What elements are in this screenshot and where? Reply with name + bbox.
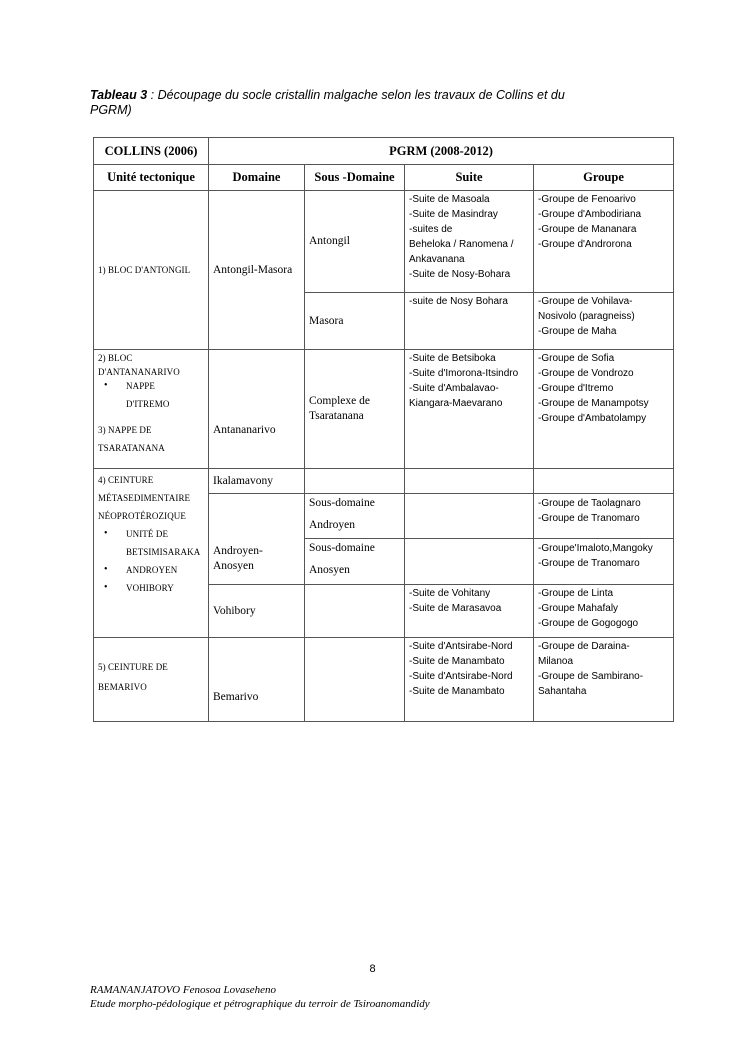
sous-domaine-masora: Masora	[309, 314, 344, 327]
cell-empty	[305, 585, 405, 638]
unite-ceinture-meta-3: NÉOPROTÉROZIQUE	[98, 511, 186, 521]
bullet-text: • VOHIBORY	[126, 583, 174, 593]
row-antananarivo	[94, 350, 674, 469]
domaine-antananarivo: Antananarivo	[213, 424, 276, 436]
nappe-itremo-1: • NAPPE	[126, 381, 156, 391]
header-sous-domaine: Sous -Domaine	[305, 165, 405, 191]
nappe-tsaratanana-1: 3) NAPPE DE	[98, 425, 152, 435]
sd-anosyen-2: Anosyen	[309, 564, 350, 576]
suite-item: -Suite d'Imorona-Itsindro	[409, 368, 519, 379]
groupe-item: -Groupe d'Androrona	[538, 239, 632, 250]
header-unite-tectonique: Unité tectonique	[94, 165, 209, 191]
cell-groupes-bemarivo	[534, 638, 674, 722]
cell-empty	[405, 494, 534, 539]
groupe-item: Sahantaha	[538, 686, 587, 697]
nappe-itremo-list	[98, 379, 204, 411]
unite-bloc-antananarivo-1: 2) BLOC	[98, 353, 133, 363]
bullet-text: • UNITÉ DE	[126, 529, 169, 539]
cell-suites-antongil	[405, 191, 534, 293]
domaine-ikalamavony: Ikalamavony	[213, 474, 274, 487]
cell-empty	[534, 469, 674, 494]
suite-item: -Suite de Masoala	[409, 194, 490, 205]
header-domaine: Domaine	[209, 165, 305, 191]
cell-domaine-androyen-anosyen	[209, 494, 305, 585]
suite-item: -Suite de Manambato	[409, 686, 505, 697]
unite-ceinture-meta-2: MÉTASEDIMENTAIRE	[98, 493, 191, 503]
suite-item: -Suite de Vohitany	[409, 588, 491, 599]
bullet-text: BETSIMISARAKA	[126, 547, 201, 557]
cell-ceinture-meta	[94, 469, 209, 638]
sd-androyen-1: Sous-domaine	[309, 497, 375, 509]
footer-title: Etude morpho-pédologique et pétrographique du terroir de Tsiroanomandidy	[90, 998, 430, 1010]
bullet-androyen	[98, 563, 204, 577]
suite-item: -suite de Nosy Bohara	[409, 296, 508, 307]
cell-empty	[405, 469, 534, 494]
cell-groupes-antananarivo	[534, 350, 674, 469]
groupe-item: -Groupe de Maha	[538, 326, 617, 337]
groupe-item: -Groupe d'Itremo	[538, 383, 614, 394]
groupe-item: -Groupe Mahafaly	[538, 603, 619, 614]
groupe-item: Milanoa	[538, 656, 574, 667]
groupe-item: -Groupe de Mananara	[538, 224, 637, 235]
domaine-androyen-anosyen-1: Androyen-	[213, 545, 263, 557]
header-groupe: Groupe	[534, 165, 674, 191]
cell-empty	[405, 539, 534, 585]
suite-item: Ankavanana	[409, 254, 465, 265]
unite-bemarivo-2: BEMARIVO	[98, 682, 147, 692]
groupe-item: -Groupe de Linta	[538, 588, 614, 599]
cell-sd-anosyen	[305, 539, 405, 585]
row-ikalamavony	[94, 469, 674, 494]
groupe-item: -Groupe de Gogogogo	[538, 618, 639, 629]
cell-suites-bemarivo	[405, 638, 534, 722]
cell-groupes-androyen	[534, 494, 674, 539]
cell-domaine-vohibory	[209, 585, 305, 638]
row-antongil	[94, 191, 674, 293]
header-suite: Suite	[405, 165, 534, 191]
groupe-item: -Groupe de Sambirano-	[538, 671, 644, 682]
cell-groupes-masora	[534, 293, 674, 350]
groupe-item: -Groupe'Imaloto,Mangoky	[538, 543, 653, 554]
cell-groupes-vohibory	[534, 585, 674, 638]
domaine-antongil-masora: Antongil-Masora	[213, 263, 293, 276]
groupe-item: -Groupe de Fenoarivo	[538, 194, 636, 205]
cell-suites-masora	[405, 293, 534, 350]
groupe-item: -Groupe d'Ambatolampy	[538, 413, 647, 424]
cell-domaine-antananarivo	[209, 350, 305, 469]
cell-domaine-ikalamavony	[209, 469, 305, 494]
suite-item: -Suite d'Antsirabe-Nord	[409, 671, 513, 682]
groupe-item: -Groupe d'Ambodiriana	[538, 209, 642, 220]
suite-item: -suites de	[409, 224, 453, 235]
table-caption	[90, 88, 650, 118]
groupe-item: Nosivolo (paragneiss)	[538, 311, 635, 322]
cell-sous-domaine-masora	[305, 293, 405, 350]
groupe-item: -Groupe de Vohilava-	[538, 296, 633, 307]
suite-item: -Suite d'Antsirabe-Nord	[409, 641, 513, 652]
suite-item: Beheloka / Ranomena /	[409, 239, 514, 250]
groupe-item: -Groupe de Manampotsy	[538, 398, 649, 409]
sous-domaine-tsaratanana-2: Tsaratanana	[309, 410, 364, 422]
header-collins: COLLINS (2006)	[94, 138, 209, 165]
domaine-vohibory: Vohibory	[213, 604, 256, 617]
groupe-item: -Groupe de Tranomaro	[538, 513, 640, 524]
suite-item: Kiangara-Maevarano	[409, 398, 503, 409]
ceinture-meta-list	[98, 527, 204, 595]
cell-sous-domaine-tsaratanana	[305, 350, 405, 469]
suite-item: -Suite d'Ambalavao-	[409, 383, 499, 394]
sd-androyen-2: Androyen	[309, 519, 355, 531]
cell-suites-antananarivo	[405, 350, 534, 469]
suite-item: -Suite de Masindray	[409, 209, 498, 220]
suite-item: -Suite de Betsiboka	[409, 353, 496, 364]
groupe-item: -Groupe de Vondrozo	[538, 368, 634, 379]
page-footer	[90, 983, 690, 1011]
groupe-item: -Groupe de Sofia	[538, 353, 615, 364]
header-pgrm: PGRM (2008-2012)	[209, 138, 674, 165]
header-row-1	[94, 138, 674, 165]
domaine-androyen-anosyen-2: Anosyen	[213, 560, 254, 572]
bullet-vohibory	[98, 581, 204, 595]
cell-bloc-antananarivo	[94, 350, 209, 469]
cell-groupes-anosyen	[534, 539, 674, 585]
groupe-item: -Groupe de Daraina-	[538, 641, 630, 652]
cell-domaine-antongil-masora	[209, 191, 305, 350]
groupe-item: -Groupe de Tranomaro	[538, 558, 640, 569]
unite-bemarivo-1: 5) CEINTURE DE	[98, 662, 168, 672]
cell-domaine-bemarivo	[209, 638, 305, 722]
nappe-tsaratanana-2: TSARATANANA	[98, 443, 165, 453]
suite-item: -Suite de Nosy-Bohara	[409, 269, 511, 280]
caption-text-line1: : Découpage du socle cristallin malgache selon les travaux de Collins et du	[147, 88, 565, 102]
domaine-bemarivo: Bemarivo	[213, 691, 259, 703]
caption-text-line2: PGRM)	[90, 103, 132, 117]
cell-groupes-antongil	[534, 191, 674, 293]
sous-domaine-tsaratanana-1: Complexe de	[309, 395, 370, 407]
bullet-nappe-itremo	[98, 379, 204, 411]
tectonic-units-table	[93, 137, 674, 722]
cell-suites-vohibory	[405, 585, 534, 638]
cell-ceinture-bemarivo	[94, 638, 209, 722]
header-row-2	[94, 165, 674, 191]
unite-bloc-antananarivo-2: D'ANTANANARIVO	[98, 367, 180, 377]
groupe-item: -Groupe de Taolagnaro	[538, 498, 641, 509]
suite-item: -Suite de Manambato	[409, 656, 505, 667]
nappe-itremo-2: D'ITREMO	[126, 399, 170, 409]
page-number: 8	[369, 963, 376, 975]
cell-empty	[305, 638, 405, 722]
row-bemarivo	[94, 638, 674, 722]
cell-empty	[305, 469, 405, 494]
bullet-text: • ANDROYEN	[126, 565, 178, 575]
unite-ceinture-meta-1: 4) CEINTURE	[98, 475, 154, 485]
sd-anosyen-1: Sous-domaine	[309, 542, 375, 554]
caption-label: Tableau 3	[90, 88, 148, 102]
bullet-betsimisaraka	[98, 527, 204, 559]
cell-bloc-antongil	[94, 191, 209, 350]
suite-item: -Suite de Marasavoa	[409, 603, 502, 614]
cell-sous-domaine-antongil	[305, 191, 405, 293]
sous-domaine-antongil: Antongil	[309, 235, 350, 247]
unite-bloc-antongil: 1) BLOC D'ANTONGIL	[98, 265, 191, 275]
cell-sd-androyen	[305, 494, 405, 539]
footer-author: RAMANANJATOVO Fenosoa Lovaseheno	[90, 984, 277, 996]
